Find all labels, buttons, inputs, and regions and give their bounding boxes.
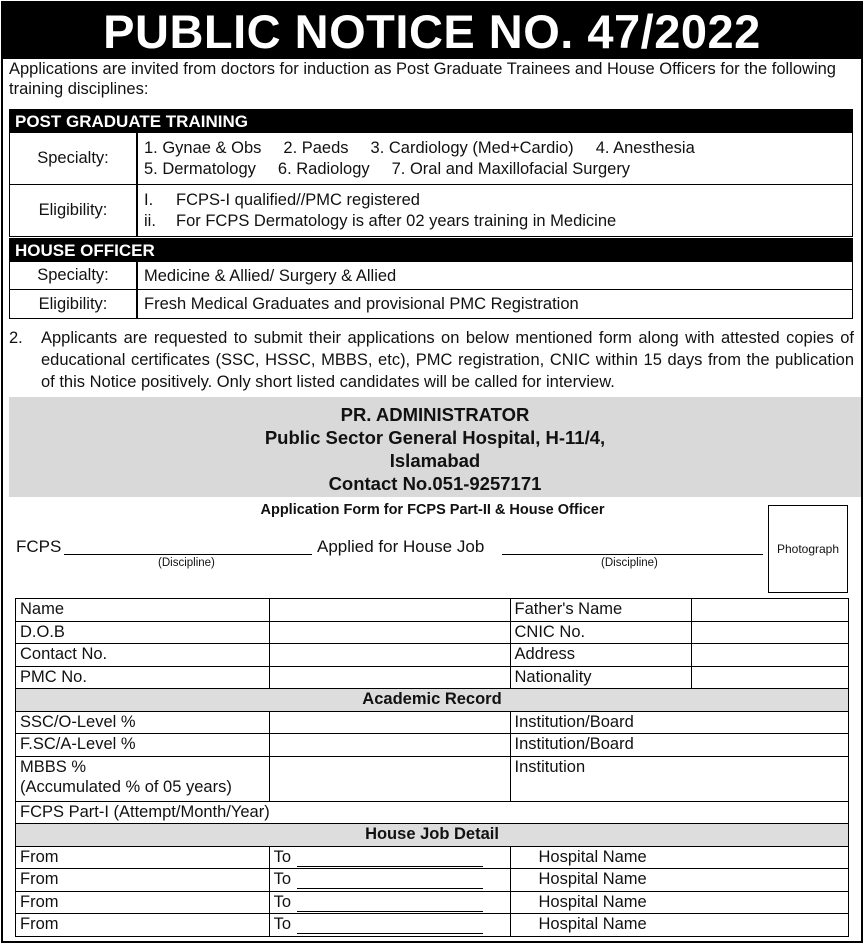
pgt-specialty-line-2 bbox=[144, 159, 852, 180]
table-row bbox=[16, 666, 849, 689]
fathers-name-label: Father's Name bbox=[510, 599, 692, 622]
house-officer-heading: HOUSE OFFICER bbox=[9, 238, 853, 262]
nationality-label: Nationality bbox=[510, 666, 692, 689]
form-title: Application Form for FCPS Part-II & House Officer bbox=[260, 502, 605, 518]
ho-eligibility-value: Fresh Medical Graduates and provisional PMC Registration bbox=[144, 295, 579, 313]
eligibility-number: ii. bbox=[144, 212, 156, 230]
fsc-institution-label[interactable]: Institution/Board bbox=[510, 734, 848, 757]
fcps-label: FCPS bbox=[16, 537, 62, 556]
eligibility-text: FCPS-I qualified//PMC registered bbox=[176, 191, 420, 209]
pmc-no-field[interactable] bbox=[269, 666, 510, 689]
address-field[interactable] bbox=[692, 644, 849, 667]
to-blank[interactable] bbox=[297, 918, 483, 934]
ho-eligibility-label: Eligibility: bbox=[10, 290, 138, 318]
house-job-label: Applied for House Job bbox=[317, 537, 485, 556]
hospital-name-field[interactable]: Hospital Name bbox=[510, 869, 848, 892]
pmc-no-label: PMC No. bbox=[16, 666, 270, 689]
fathers-name-field[interactable] bbox=[692, 599, 849, 622]
contact-title: PR. ADMINISTRATOR bbox=[340, 404, 530, 425]
pgt-heading: POST GRADUATE TRAINING bbox=[9, 109, 853, 133]
eligibility-number: I. bbox=[144, 191, 154, 209]
to-blank[interactable] bbox=[297, 851, 483, 867]
to-label: To bbox=[273, 892, 292, 911]
eligibility-text: For FCPS Dermatology is after 02 years training in Medicine bbox=[176, 212, 617, 230]
mbbs-label bbox=[16, 756, 270, 801]
address-label: Address bbox=[510, 644, 692, 667]
ho-specialty-label: Specialty: bbox=[10, 262, 138, 289]
contact-no-label: Contact No. bbox=[16, 644, 270, 667]
contact-box bbox=[9, 397, 861, 497]
mbbs-label-line-2: (Accumulated % of 05 years) bbox=[20, 777, 232, 796]
pgt-eligibility-label: Eligibility: bbox=[10, 185, 138, 236]
specialty-item: 5. Dermatology bbox=[144, 160, 256, 178]
fcps-part1-field[interactable]: FCPS Part-I (Attempt/Month/Year) bbox=[16, 801, 849, 824]
dob-field[interactable] bbox=[269, 621, 510, 644]
mbbs-label-line-1: MBBS % bbox=[20, 757, 87, 776]
table-row bbox=[16, 734, 849, 757]
house-job-discipline-caption: (Discipline) bbox=[601, 557, 658, 569]
from-field[interactable]: From bbox=[16, 891, 270, 914]
pgt-specialty-label: Specialty: bbox=[10, 133, 138, 184]
paragraph-text: Applicants are requested to submit their applications on below mentioned form along with attested copies of educational certificates (SSC, HSSC, MBBS, etc), PMC registration, CNIC within 15 days from the publication of this Notice positively. Only short listed candidates will be called for interview. bbox=[41, 329, 854, 391]
fcps-discipline-caption: (Discipline) bbox=[158, 557, 215, 569]
instructions-paragraph bbox=[9, 327, 854, 393]
contact-no-field[interactable] bbox=[269, 644, 510, 667]
intro-paragraph: Applications are invited from doctors for induction as Post Graduate Trainees and House Officers for the following training disciplines: bbox=[9, 60, 836, 98]
fsc-field[interactable] bbox=[269, 734, 510, 757]
to-field[interactable] bbox=[269, 891, 510, 914]
ssc-institution-label[interactable]: Institution/Board bbox=[510, 711, 848, 734]
fcps-discipline-line[interactable] bbox=[64, 554, 312, 555]
specialty-item: 4. Anesthesia bbox=[595, 139, 695, 157]
ho-eligibility-row bbox=[9, 290, 853, 319]
name-label: Name bbox=[16, 599, 270, 622]
ho-specialty-row bbox=[9, 262, 853, 290]
photograph-box: Photograph bbox=[768, 505, 848, 593]
table-row bbox=[16, 599, 849, 622]
hospital-name-field[interactable]: Hospital Name bbox=[510, 891, 848, 914]
cnic-label: CNIC No. bbox=[510, 621, 692, 644]
ssc-field[interactable] bbox=[269, 711, 510, 734]
fsc-label: F.SC/A-Level % bbox=[16, 734, 270, 757]
table-row bbox=[16, 914, 849, 937]
specialty-item: 7. Oral and Maxillofacial Surgery bbox=[391, 160, 631, 178]
specialty-item: 2. Paeds bbox=[283, 139, 349, 157]
ssc-label: SSC/O-Level % bbox=[16, 711, 270, 734]
table-row bbox=[16, 711, 849, 734]
to-field[interactable] bbox=[269, 869, 510, 892]
pgt-specialty-row bbox=[9, 133, 853, 185]
table-row bbox=[16, 756, 849, 801]
house-job-heading: House Job Detail bbox=[16, 824, 849, 847]
table-row bbox=[16, 824, 849, 847]
ho-specialty-value: Medicine & Allied/ Surgery & Allied bbox=[144, 267, 397, 285]
name-field[interactable] bbox=[269, 599, 510, 622]
nationality-field[interactable] bbox=[692, 666, 849, 689]
table-row bbox=[16, 621, 849, 644]
contact-hospital: Public Sector General Hospital, H-11/4, bbox=[264, 427, 606, 448]
table-row bbox=[16, 891, 849, 914]
contact-city: Islamabad bbox=[389, 450, 481, 471]
to-label: To bbox=[273, 915, 292, 933]
table-row bbox=[16, 869, 849, 892]
pgt-specialty-line-1 bbox=[144, 138, 852, 159]
contact-phone: Contact No.051-9257171 bbox=[328, 473, 542, 494]
eligibility-item bbox=[144, 211, 852, 232]
academic-record-heading: Academic Record bbox=[16, 689, 849, 712]
table-row bbox=[16, 644, 849, 667]
table-row bbox=[16, 846, 849, 869]
hospital-name-field[interactable]: Hospital Name bbox=[510, 914, 848, 937]
mbbs-institution-label[interactable]: Institution bbox=[510, 756, 848, 801]
hospital-name-field[interactable]: Hospital Name bbox=[510, 846, 848, 869]
notice-title: PUBLIC NOTICE NO. 47/2022 bbox=[3, 3, 861, 59]
specialty-item: 3. Cardiology (Med+Cardio) bbox=[370, 139, 574, 157]
to-label: To bbox=[273, 870, 292, 888]
to-blank[interactable] bbox=[297, 896, 483, 912]
specialty-item: 1. Gynae & Obs bbox=[144, 139, 262, 157]
application-form-table bbox=[15, 598, 849, 937]
table-row bbox=[16, 689, 849, 712]
from-field[interactable]: From bbox=[16, 846, 270, 869]
from-field[interactable]: From bbox=[16, 869, 270, 892]
pgt-eligibility-row bbox=[9, 185, 853, 237]
to-field[interactable] bbox=[269, 914, 510, 937]
paragraph-number: 2. bbox=[9, 329, 23, 347]
to-blank[interactable] bbox=[297, 873, 483, 889]
table-row bbox=[16, 801, 849, 824]
to-field[interactable] bbox=[269, 846, 510, 869]
specialty-item: 6. Radiology bbox=[277, 160, 370, 178]
cnic-field[interactable] bbox=[692, 621, 849, 644]
house-job-discipline-line[interactable] bbox=[502, 554, 763, 555]
to-label: To bbox=[273, 847, 292, 866]
eligibility-item bbox=[144, 190, 852, 211]
from-field[interactable]: From bbox=[16, 914, 270, 937]
dob-label: D.O.B bbox=[16, 621, 270, 644]
mbbs-field[interactable] bbox=[269, 756, 510, 801]
